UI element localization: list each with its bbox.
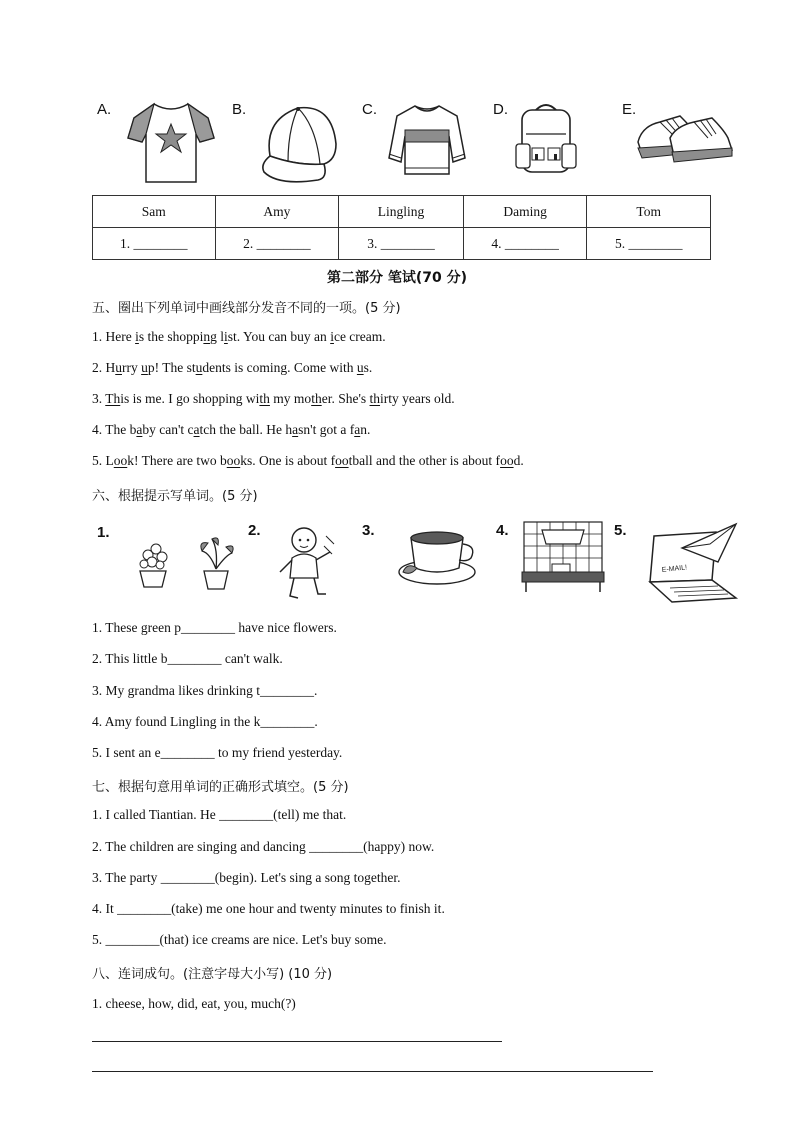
section8-item-1: 1. cheese, how, did, eat, you, much(?): [92, 996, 296, 1011]
teacup-icon: [397, 528, 481, 588]
option-letter-d: D.: [493, 101, 508, 118]
table-cell-name: Lingling: [339, 196, 464, 228]
underlined-letters: a: [354, 422, 361, 437]
underlined-letters: a: [292, 422, 299, 437]
text-segment: ks. One is about f: [240, 453, 336, 468]
backpack-icon: [512, 100, 580, 180]
underlined-letters: u: [195, 360, 203, 375]
text-segment: rry: [122, 360, 142, 375]
text-segment: er. She's: [321, 391, 370, 406]
answer-line[interactable]: [92, 1071, 653, 1072]
text-segment: 1. Here: [92, 329, 136, 344]
kitchen-icon: [522, 520, 604, 594]
section6-heading: 六、根据提示写单词。(5 分): [92, 489, 258, 504]
text-segment: my mo: [269, 391, 312, 406]
text-segment: by can't c: [142, 422, 194, 437]
email-label: E-MAIL!: [661, 564, 688, 574]
section7-item-5: 5. ________(that) ice creams are nice. Let's buy some.: [92, 932, 387, 947]
section5-item-4: [92, 422, 370, 438]
text-segment: st. You can buy an: [227, 329, 331, 344]
picture-number-2: 2.: [248, 522, 261, 539]
underlined-letters: th: [369, 391, 381, 406]
tshirt-icon: [126, 98, 216, 186]
answer-blank[interactable]: 5. ________: [587, 228, 711, 260]
table-row: [93, 228, 711, 260]
section8-heading: 八、连词成句。(注意字母大小写) (10 分): [92, 967, 333, 982]
underlined-letters: th: [259, 391, 270, 406]
flower-pots-icon: [132, 535, 238, 591]
underlined-letters: n: [203, 329, 211, 344]
underlined-letters: a: [193, 422, 200, 437]
text-segment: d.: [513, 453, 524, 468]
underlined-letters: i: [330, 329, 334, 344]
answer-blank[interactable]: 2. ________: [215, 228, 339, 260]
answer-blank[interactable]: 3. ________: [339, 228, 464, 260]
section5-item-1: [92, 329, 386, 345]
underlined-letters: a: [136, 422, 143, 437]
underlined-letters: u: [115, 360, 122, 375]
answer-blank[interactable]: 4. ________: [463, 228, 587, 260]
underlined-letters: i: [224, 329, 228, 344]
underlined-letters: oo: [226, 453, 241, 468]
text-segment: tch the ball. He h: [199, 422, 293, 437]
picture-number-3: 3.: [362, 522, 375, 539]
option-letter-a: A.: [97, 101, 112, 118]
text-segment: tball and the other is about f: [348, 453, 501, 468]
section6-item-4: 4. Amy found Lingling in the k________.: [92, 714, 318, 729]
text-segment: 2. H: [92, 360, 116, 375]
picture-number-1: 1.: [97, 524, 110, 541]
email-laptop-icon: [640, 518, 740, 604]
option-letter-b: B.: [232, 101, 247, 118]
cap-icon: [258, 100, 340, 186]
section7-item-1: 1. I called Tiantian. He ________(tell) me that.: [92, 807, 347, 822]
text-segment: n.: [360, 422, 371, 437]
text-segment: ce cream.: [333, 329, 386, 344]
section5-heading: 五、圈出下列单词中画线部分发音不同的一项。(5 分): [92, 301, 401, 316]
section7-item-2: 2. The children are singing and dancing ________(happy) now.: [92, 839, 435, 854]
part2-title: 第二部分 笔试(70 分): [326, 270, 468, 286]
section6-item-1: 1. These green p________ have nice flowers.: [92, 620, 337, 635]
underlined-letters: i: [135, 329, 139, 344]
section5-item-2: [92, 360, 372, 376]
underlined-letters: u: [356, 360, 364, 375]
underlined-letters: th: [311, 391, 322, 406]
text-segment: sn't got a f: [298, 422, 355, 437]
text-segment: 3.: [92, 391, 106, 406]
section7-item-4: 4. It ________(take) me one hour and twenty minutes to finish it.: [92, 901, 445, 916]
section7-item-3: 3. The party ________(begin). Let's sing a song together.: [92, 870, 401, 885]
sweater-icon: [385, 100, 469, 180]
table-cell-name: Sam: [93, 196, 216, 228]
picture-number-5: 5.: [614, 522, 627, 539]
section5-item-3: [92, 391, 455, 407]
table-cell-name: Tom: [587, 196, 711, 228]
baby-icon: [276, 522, 338, 602]
text-segment: k! There are two b: [127, 453, 227, 468]
underlined-letters: Th: [105, 391, 121, 406]
section6-item-3: 3. My grandma likes drinking t________.: [92, 683, 318, 698]
section6-item-2: 2. This little b________ can't walk.: [92, 651, 283, 666]
text-segment: g l: [210, 329, 225, 344]
table-cell-name: Daming: [463, 196, 587, 228]
text-segment: is is me. I go shopping wi: [120, 391, 260, 406]
option-letter-c: C.: [362, 101, 377, 118]
answer-line[interactable]: [92, 1041, 502, 1042]
answer-table: [92, 195, 711, 260]
underlined-letters: oo: [500, 453, 514, 468]
section5-item-5: [92, 453, 524, 469]
option-letter-e: E.: [622, 101, 637, 118]
text-segment: s the shoppi: [138, 329, 204, 344]
table-cell-name: Amy: [215, 196, 339, 228]
text-segment: s.: [363, 360, 373, 375]
sneakers-icon: [636, 108, 736, 168]
section7-heading: 七、根据句意用单词的正确形式填空。(5 分): [92, 780, 349, 795]
section6-item-5: 5. I sent an e________ to my friend yesterday.: [92, 745, 343, 760]
text-segment: dents is coming. Come with: [202, 360, 357, 375]
answer-blank[interactable]: 1. ________: [93, 228, 216, 260]
text-segment: 5. L: [92, 453, 114, 468]
underlined-letters: u: [141, 360, 148, 375]
text-segment: 4. The b: [92, 422, 137, 437]
picture-number-4: 4.: [496, 522, 509, 539]
text-segment: p! The st: [147, 360, 196, 375]
table-row: [93, 196, 711, 228]
underlined-letters: oo: [335, 453, 349, 468]
text-segment: irty years old.: [380, 391, 455, 406]
underlined-letters: oo: [113, 453, 128, 468]
